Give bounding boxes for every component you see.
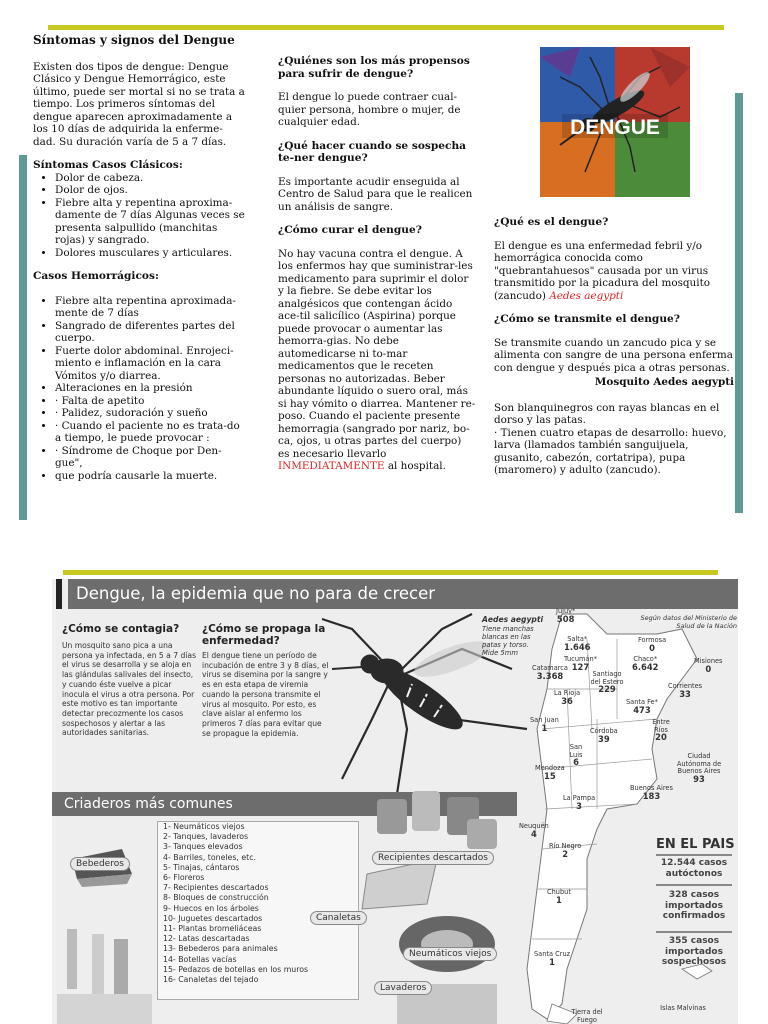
list-item: • Dolor de cabeza. [55,172,245,185]
list-item: • Alteraciones en la presión [55,382,245,395]
faq-a3-end: al hospital. [387,460,446,472]
list-item: 3- Tanques elevados [163,842,243,852]
about-a1 [494,240,734,303]
faq-a1: El dengue lo puede contraer cual-quier persona, hombre o mujer, de cualquier edad. [278,91,461,128]
faq-a2: Es importante acudir enseguida al Centro de Salud para que le realicen un análisis de sangre. [278,175,473,213]
list-item: • Fiebre alta y repentina aproxima-damente de 7 días Algunas veces se presenta salpullido (manchitas rojas) y sangrado. [55,197,245,247]
province-buenos-aires: Buenos Aires 183 [630,784,673,801]
province-tucuman: Tucumán* 127 [564,655,597,672]
bebederos-illustration [52,819,157,1024]
list-item: 11- Plantas bromeliáceas [163,924,262,934]
province-formosa: Formosa 0 [638,636,667,653]
province-misiones: Misiones 0 [694,657,723,674]
list-item: 5- Tinajas, cántaros [163,862,240,872]
stats-divider [656,884,732,886]
stat-importados-sospechosos: 355 casos importados sospechosos [661,936,727,967]
list-item: 16- Canaletas del tejado [163,975,259,985]
province-tierra-del-fuego: Tierra del Fuego [571,1008,603,1024]
list-item: • Sangrado de diferentes partes del cuerpo. [55,320,245,345]
province-san-luis: San Luis 6 [569,743,583,767]
faq-a3-emphasis: INMEDIATAMENTE [278,460,385,472]
about-a2: Se transmite cuando un zancudo pica y se alimenta con sangre de una persona enferma con dengue y después pica a otras personas. [494,336,733,374]
list-item: 1- Neumáticos viejos [163,822,245,831]
province-neuquen: Neuquén 4 [519,822,549,839]
list-item: • · Palidez, sudoración y sueño [55,407,245,420]
contagia-text: Un mosquito sano pica a una persona ya infectada, en 5 a 7 días el virus se desarrolla y se aloja en las glándulas salivales del insecto, y cuando éste vuelve a picar inocula el virus a otra persona. Por este motivo es tan importante detectar precozmente los casos sospechosos y alertar a las autoridades sanitarias. [62,641,197,738]
province-corrientes: Corrientes 33 [668,682,703,699]
poster-rule [63,570,718,575]
column-faq [278,55,476,484]
list-item: 10- Juguetes descartados [163,913,263,923]
stat-autoctonos: 12.544 casos autóctonos [660,858,728,879]
list-item: 15- Pedazos de botellas en los muros [163,964,309,974]
propaga-heading: ¿Cómo se propaga la enfermedad? [202,623,326,647]
classic-heading: Síntomas Casos Clásicos: [33,159,183,171]
province-la-pampa: La Pampa 3 [563,794,596,811]
aedes-title: Aedes aegypti [482,615,544,624]
list-item: 14- Botellas vacías [163,954,237,964]
contagia-heading: ¿Cómo se contagia? [62,623,180,635]
province-salta: Salta* 1.646 [564,635,591,652]
province-caba: Ciudad Autónoma de Buenos Aires 93 [676,752,722,784]
province-la-rioja: La Rioja 36 [554,689,581,706]
symptoms-intro: Existen dos tipos de dengue: Dengue Clásico y Dengue Hemorrágico, este último, puede ser mortal si no se trata a tiempo. Los primeros síntomas del dengue aparecen aproximadamente a los 10 días de adquirida la enferme-dad. Su duración varía de 5 a 7 días. [33,60,245,148]
symptoms-title: Síntomas y signos del Dengue [33,33,235,47]
islas-malvinas: Islas Malvinas [660,1004,706,1012]
province-catamarca: Catamarca 3.368 [532,664,568,681]
column-symptoms [33,34,245,493]
right-sidebar-bar [735,93,743,513]
list-item: 13- Bebederos para animales [163,944,278,954]
list-item: 12- Latas descartadas [163,934,250,944]
faq-q2: ¿Qué hacer cuando se sospecha te-ner dengue? [278,139,467,164]
hemorrhagic-list [33,295,245,483]
province-entre-rios: Entre Ríos 20 [652,718,670,742]
list-item: 9- Huecos en los árboles [163,903,259,913]
label-recipientes: Recipientes descartados [372,851,494,865]
province-mendoza: Mendoza 15 [535,764,565,781]
faq-q3: ¿Cómo curar el dengue? [278,224,422,236]
about-a1-species: Aedes aegypti [549,289,624,302]
aedes-desc: Tiene manchas blancas en las patas y torso. Mide 5mm [482,625,534,657]
mosquito-stages: · Tienen cuatro etapas de desarrollo: huevo, larva (llamados también sanguijuela, gusanito, cabezón, cortatripa), pupa (maromero) y adulto (zancudo). [494,426,727,476]
list-item: • · Cuando el paciente no es trata-do a tiempo, le puede provocar : [55,420,245,445]
list-item: 7- Recipientes descartados [163,883,269,893]
stats-divider [656,931,732,933]
logo-text: DENGUE [570,116,660,139]
list-item: • Fuerte dolor abdominal. Enrojeci-miento e inflamación en la cara Vómitos y/o diarrea. [55,345,245,383]
label-lavaderos: Lavaderos [374,981,432,995]
en-el-pais-heading: EN EL PAIS [656,837,735,852]
propaga-text: El dengue tiene un período de incubación de entre 3 y 8 días, el virus se disemina por la sangre y es en esta etapa de viremia cuando la persona transmite el virus al mosquito. Por esto, es clave aislar al enfermo los primeros 7 días para evitar que se propague la epidemia. [202,651,329,738]
list-item: 6- Floreros [163,873,205,883]
list-item: • Dolores musculares y articulares. [55,247,245,260]
label-canaletas: Canaletas [310,911,367,925]
province-chaco: Chaco* 6.642 [632,655,659,672]
data-source: Según datos del Ministerio de Salud de la Nación [640,614,737,630]
faq-q1: ¿Quiénes son los más propensos para sufrir de dengue? [278,55,470,80]
label-bebederos: Bebederos [70,857,130,871]
left-sidebar-bar [19,155,27,520]
faq-a3 [278,248,476,473]
list-item: 2- Tanques, lavaderos [163,832,249,842]
dengue-infographic [52,579,738,1024]
classic-list [33,172,245,260]
province-san-juan: San Juan 1 [530,716,559,733]
mosquito-heading: Mosquito Aedes aegypti [594,376,734,388]
top-rule [48,25,724,30]
faq-a3-text: No hay vacuna contra el dengue. A los enfermos hay que suministrar-les medicamento para suprimir el dolor y la fiebre. Se debe evitar los analgésicos que contengan ácido ace-til salicílico (Aspirina) porque puede provocar o aumentar las hemorra-gias. No debe automedicarse ni to-mar medicamentos que le receten personas no autorizadas. Beber abundante líquido o suero oral, más si hay vómito o diarrea. Mantener re-poso. Cuando el paciente presente hemorragia (sangrado por nariz, bo-ca, ojos, u otras partes del cuerpo) es necesario llevarlo [278,247,476,460]
list-item: 4- Barriles, toneles, etc. [163,852,256,862]
criaderos-title: Criaderos más comunes [52,792,517,816]
stats-divider [656,854,732,856]
list-item: • Fiebre alta repentina aproximada-mente de 7 días [55,295,245,320]
hemorrhagic-heading: Casos Hemorrágicos: [33,270,159,282]
label-neumaticos: Neumáticos viejos [403,947,497,961]
province-rio-negro: Río Negro 2 [549,842,582,859]
dengue-logo-image [540,47,690,197]
mosquito-desc: Son blanquinegros con rayas blancas en el dorso y las patas. [494,401,720,426]
dengue-logo-svg [540,47,690,197]
province-jujuy: Jujuy* 508 [556,607,576,624]
infographic-title: Dengue, la epidemia que no para de crecer [68,579,738,609]
province-santiago: Santiago del Estero 229 [590,670,624,694]
province-cordoba: Córdoba 39 [590,727,618,744]
title-marker [56,579,62,609]
about-q1: ¿Qué es el dengue? [494,216,609,228]
stat-importados-confirmados: 328 casos importados confirmados [662,890,726,921]
list-item: 8- Bloques de construcción [163,893,269,903]
column-about [494,216,734,477]
list-item: • · Síndrome de Choque por Den-gue", [55,445,245,470]
province-santa-fe: Santa Fe* 473 [626,698,658,715]
province-santa-cruz: Santa Cruz 1 [534,950,571,967]
list-item: • Dolor de ojos. [55,184,245,197]
province-chubut: Chubut 1 [547,888,571,905]
list-item: • · Falta de apetito [55,395,245,408]
list-item: • que podría causarle la muerte. [55,470,245,483]
about-a1-text: El dengue es una enfermedad febril y/o hemorrágica conocida como "quebrantahuesos" causada por un virus transmitido por la picadura del mosquito (zancudo) [494,239,711,302]
about-q2: ¿Cómo se transmite el dengue? [494,313,680,325]
